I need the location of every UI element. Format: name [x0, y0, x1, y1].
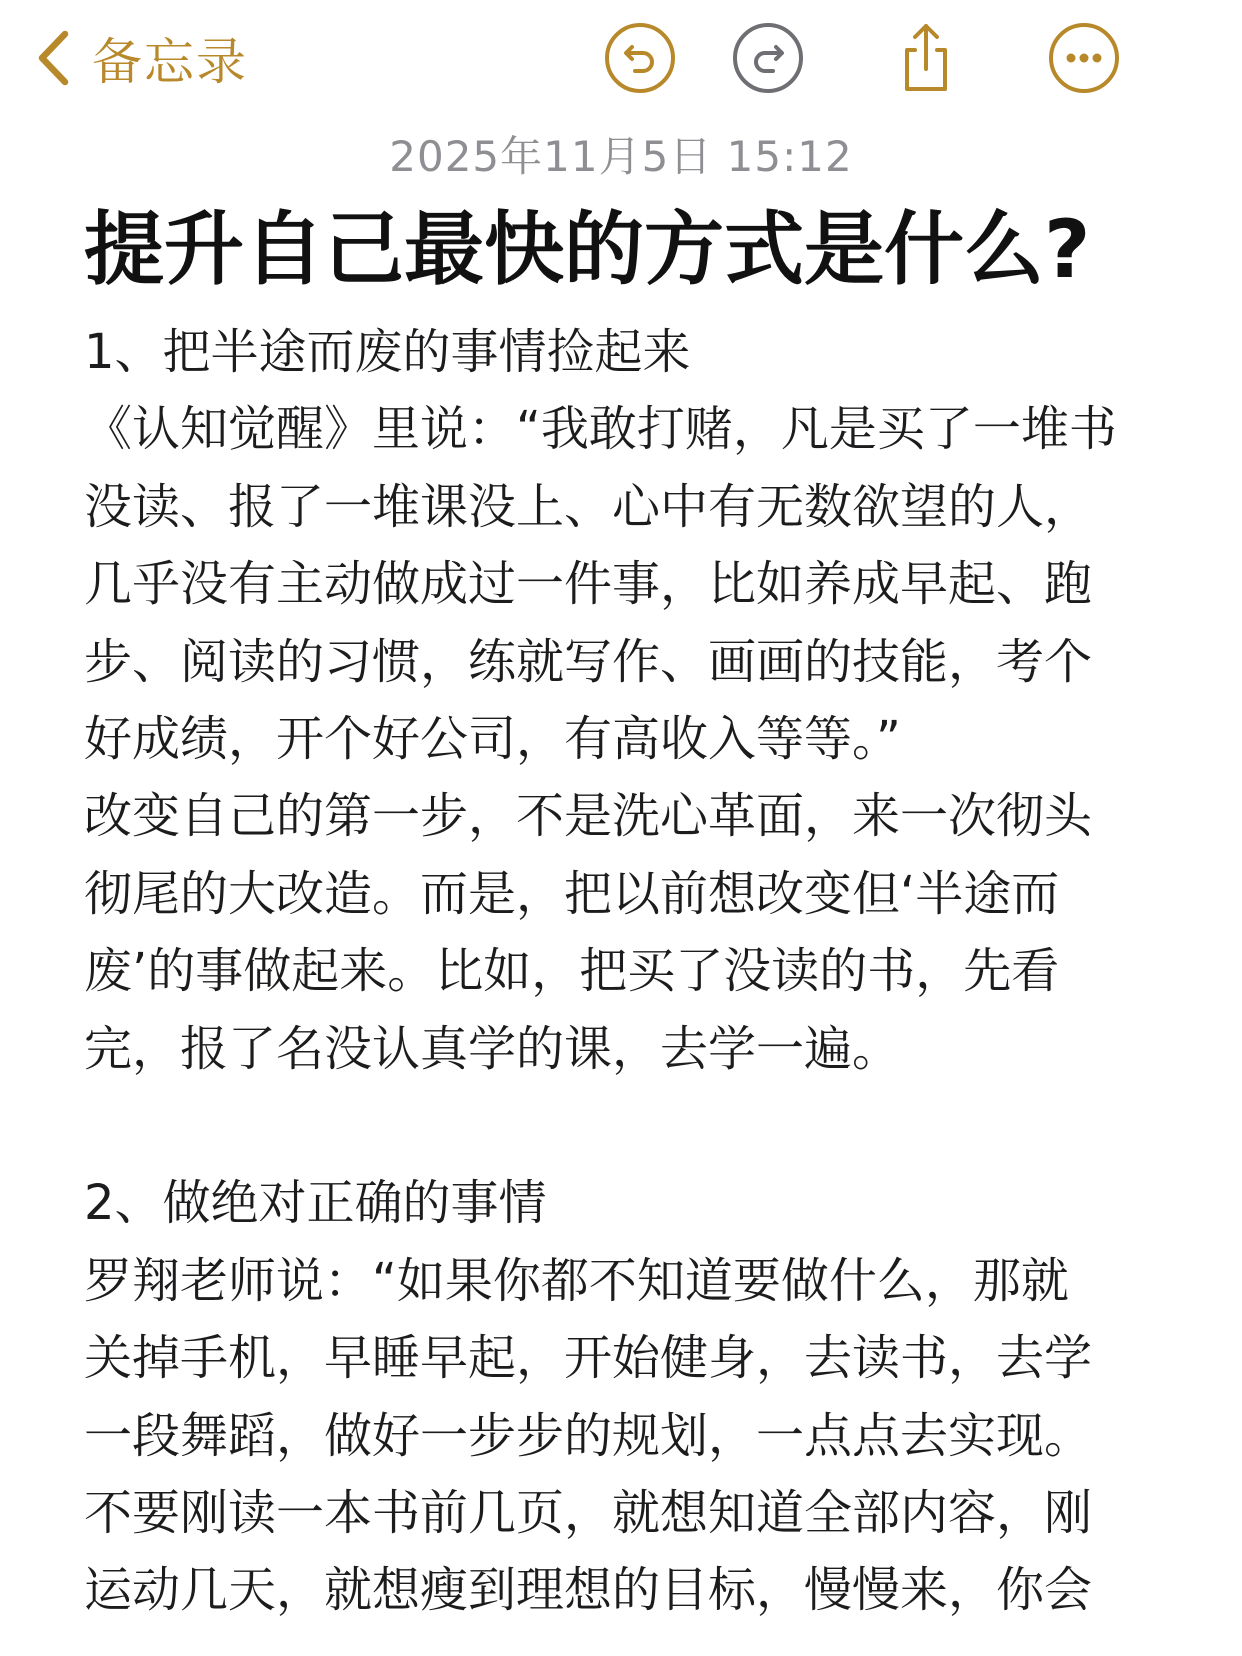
redo-button[interactable]	[730, 20, 806, 96]
section-heading: 2、做绝对正确的事情	[84, 1175, 547, 1232]
paragraph-line: 罗翔老师说：“如果你都不知道要做什么，那就	[84, 1252, 1069, 1309]
paragraph-line: 好成绩，开个好公司，有高收入等等。”	[84, 711, 901, 768]
chevron-left-icon	[36, 30, 70, 86]
more-button[interactable]	[1046, 20, 1122, 96]
note-title: 提升自己最快的方式是什么?	[84, 203, 1091, 296]
back-label: 备忘录	[92, 33, 248, 91]
paragraph-line: 完，报了名没认真学的课，去学一遍。	[84, 1020, 901, 1077]
paragraph-line: 《认知觉醒》里说：“我敢打赌，凡是买了一堆书	[84, 401, 1117, 458]
section-heading: 1、把半途而废的事情捡起来	[84, 324, 691, 380]
share-button[interactable]	[888, 20, 964, 96]
redo-icon	[730, 20, 806, 96]
share-icon	[888, 20, 964, 96]
navigation-bar	[0, 0, 1242, 116]
paragraph-line: 几乎没有主动做成过一件事，比如养成早起、跑	[84, 556, 1093, 613]
paragraph-line: 改变自己的第一步，不是洗心革面，来一次彻头	[84, 788, 1093, 845]
paragraph-line: 步、阅读的习惯，练就写作、画画的技能，考个	[84, 633, 1093, 690]
note-body[interactable]	[84, 196, 1184, 1630]
paragraph-line: 没读、报了一堆课没上、心中有无数欲望的人，	[84, 478, 1093, 535]
paragraph-line: 一段舞蹈，做好一步步的规划，一点点去实现。	[84, 1407, 1093, 1464]
paragraph-line: 彻尾的大改造。而是，把以前想改变但‘半途而	[84, 865, 1060, 922]
paragraph-line: 不要刚读一本书前几页，就想知道全部内容，刚	[84, 1485, 1093, 1542]
paragraph-line: 关掉手机，早睡早起，开始健身，去读书，去学	[84, 1330, 1093, 1387]
undo-icon	[602, 20, 678, 96]
blank-line	[84, 1088, 1184, 1165]
more-icon	[1046, 20, 1122, 96]
paragraph-line: 废’的事做起来。比如，把买了没读的书，先看	[84, 943, 1060, 1000]
undo-button[interactable]	[602, 20, 678, 96]
back-button[interactable]	[36, 22, 248, 94]
paragraph-line: 运动几天，就想瘦到理想的目标，慢慢来，你会	[84, 1562, 1093, 1619]
note-date: 2025年11月5日 15:12	[389, 132, 853, 181]
